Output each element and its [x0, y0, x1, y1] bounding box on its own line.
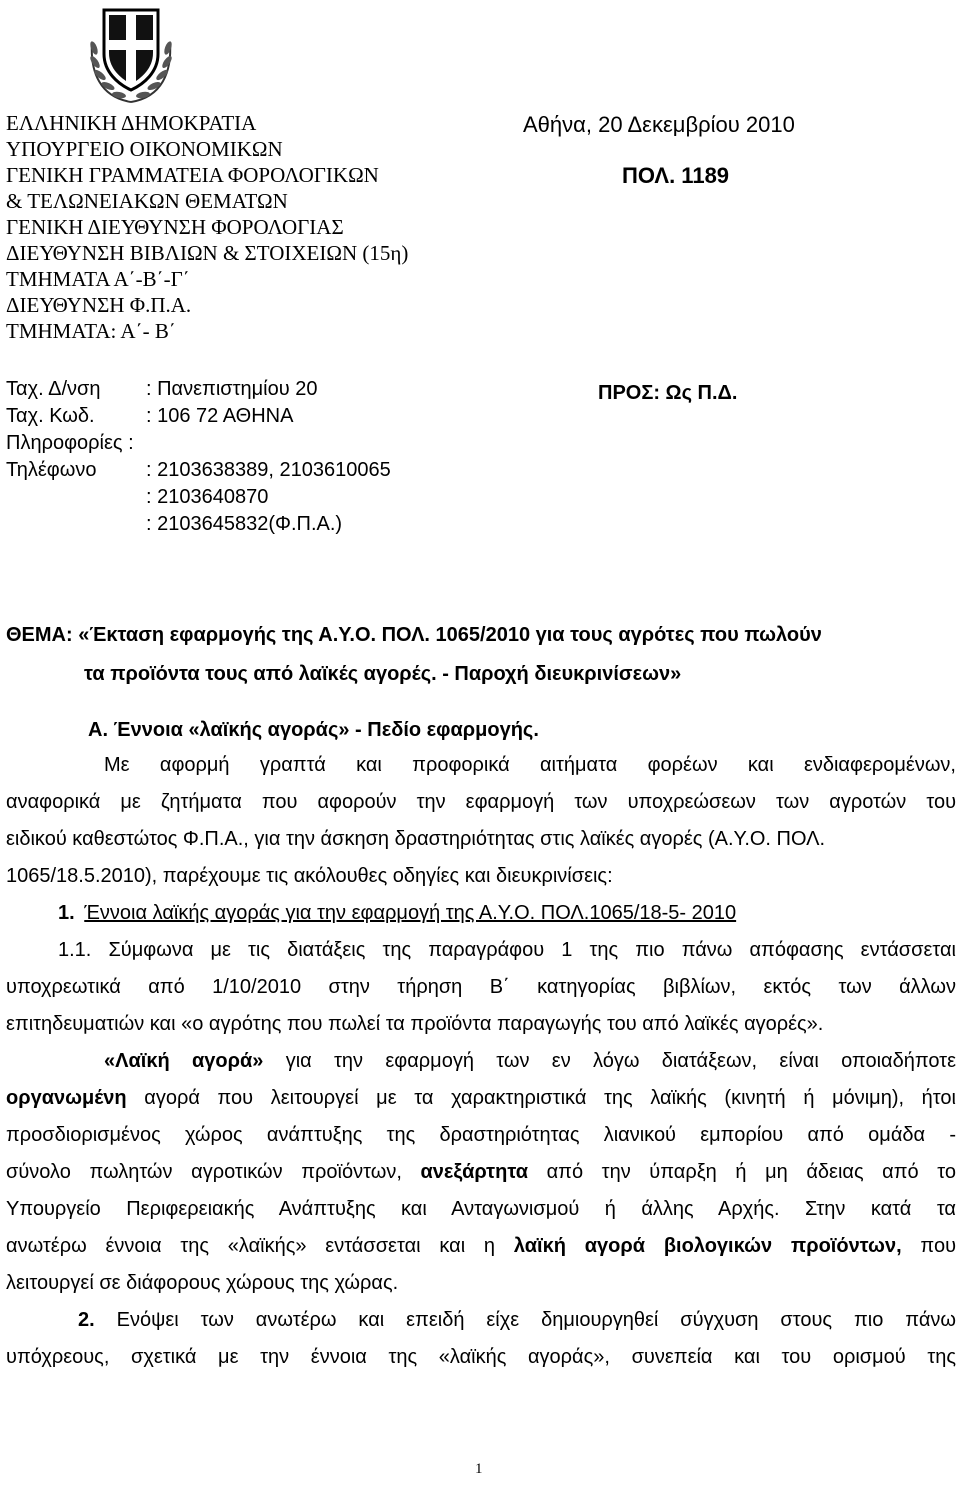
authority-line: ΥΠΟΥΡΓΕΙΟ ΟΙΚΟΝΟΜΙΚΩΝ	[6, 137, 283, 161]
numbered-heading	[6, 895, 956, 932]
body-line: επιτηδευματιών και «ο αγρότης που πωλεί τα προϊόντα παραγωγής του από λαϊκές αγορές».	[6, 1013, 824, 1035]
body-line: υποχρεωτικά από 1/10/2010 στην τήρηση Β΄ κατηγορίας βιβλίων, εκτός των άλλων	[6, 976, 956, 998]
body-text: για την εφαρμογή των εν λόγω διατάξεων, είναι οποιαδήποτε	[263, 1050, 956, 1072]
body-line	[6, 1043, 956, 1080]
body-line: Με αφορμή γραπτά και προφορικά αιτήματα φορέων και ενδιαφερομένων,	[104, 754, 956, 776]
page-number: 1	[475, 1461, 483, 1477]
greek-emblem-icon	[88, 2, 174, 106]
contact-label: Ταχ. Κωδ.	[6, 405, 95, 427]
authority-line: ΤΜΗΜΑΤΑ: Α΄- Β΄	[6, 319, 176, 343]
subject-line: τα προϊόντα τους από λαϊκές αγορές. - Παροχή διευκρινίσεων»	[84, 663, 682, 685]
circular-number: ΠΟΛ. 1189	[622, 163, 730, 188]
body-line: Υπουργείο Περιφερειακής Ανάπτυξης και Ανταγωνισμού ή άλλης Αρχής. Στην κατά τα	[6, 1198, 956, 1220]
body-line: λειτουργεί σε διάφορους χώρους της χώρας.	[6, 1272, 399, 1294]
issuing-authority	[6, 110, 526, 344]
body-text: από την ύπαρξη ή μη άδειας από το	[528, 1161, 957, 1183]
paragraph-number: 2.	[78, 1309, 95, 1331]
authority-line: ΓΕΝΙΚΗ ΔΙΕΥΘΥΝΣΗ ΦΟΡΟΛΟΓΙΑΣ	[6, 215, 344, 239]
body-text: Ενόψει των ανωτέρω και επειδή είχε δημιουργηθεί σύγχυση στους πιο πάνω	[94, 1309, 956, 1331]
body-line	[6, 1228, 956, 1265]
contact-value: : 2103638389, 2103610065	[146, 459, 391, 481]
contact-value: : 106 72 ΑΘΗΝΑ	[146, 405, 294, 427]
contact-label: Τηλέφωνο	[6, 459, 97, 481]
bold-term: οργανωμένη	[6, 1087, 127, 1109]
subject-line: ΘΕΜΑ: «Έκταση εφαρμογής της Α.Υ.Ο. ΠΟΛ. 1065/2010 για τους αγρότες που πωλούν	[6, 624, 822, 646]
body-line: 1.1. Σύμφωνα με τις διατάξεις της παραγράφου 1 της πιο πάνω απόφασης εντάσσεται	[58, 939, 956, 961]
section-heading: Α. Έννοια «λαϊκής αγοράς» - Πεδίο εφαρμογής.	[88, 719, 539, 741]
body-line: 1065/18.5.2010), παρέχουμε τις ακόλουθες οδηγίες και διευκρινίσεις:	[6, 865, 613, 887]
bold-term: ανεξάρτητα	[420, 1161, 528, 1183]
heading-text: Έννοια λαϊκής αγοράς για την εφαρμογή της Α.Υ.Ο. ΠΟΛ.1065/18-5- 2010	[84, 902, 737, 924]
body-text: που	[901, 1235, 957, 1257]
bold-term: «Λαϊκή αγορά»	[104, 1050, 264, 1072]
body-line	[6, 1080, 956, 1117]
authority-line: ΓΕΝΙΚΗ ΓΡΑΜΜΑΤΕΙΑ ΦΟΡΟΛΟΓΙΚΩΝ	[6, 163, 379, 187]
document-body	[6, 747, 956, 1376]
body-line: ειδικού καθεστώτος Φ.Π.Α., για την άσκηση δραστηριότητας στις λαϊκές αγορές (Α.Υ.Ο. ΠΟΛ.	[6, 828, 826, 850]
body-line: υπόχρεους, σχετικά με την έννοια της «λαϊκής αγοράς», συνεπεία και του ορισμού της	[6, 1346, 956, 1368]
heading-number: 1.	[58, 902, 75, 924]
body-text: σύνολο πωλητών αγροτικών προϊόντων,	[6, 1161, 421, 1183]
document-date: Αθήνα, 20 Δεκεμβρίου 2010	[523, 112, 795, 137]
contact-value: : 2103640870	[146, 486, 269, 508]
body-line: αναφορικά με ζητήματα που αφορούν την εφαρμογή των υποχρεώσεων των αγροτών του	[6, 791, 956, 813]
body-line: προσδιορισμένος χώρος ανάπτυξης της δραστηριότητας λιανικού εμπορίου από ομάδα -	[6, 1124, 956, 1146]
body-line	[6, 1302, 956, 1339]
contact-label: Πληροφορίες :	[6, 432, 134, 454]
bold-term: λαϊκή αγορά βιολογικών προϊόντων,	[513, 1235, 902, 1257]
authority-line: ΔΙΕΥΘΥΝΣΗ Φ.Π.Α.	[6, 293, 192, 317]
contact-label: Ταχ. Δ/νση	[6, 378, 101, 400]
body-text: ανωτέρω έννοια της «λαϊκής» εντάσσεται και η	[6, 1235, 514, 1257]
contact-value: : Πανεπιστημίου 20	[146, 378, 318, 400]
body-line	[6, 1154, 956, 1191]
authority-line: ΤΜΗΜΑΤΑ Α΄-Β΄-Γ΄	[6, 267, 190, 291]
authority-line: ΔΙΕΥΘΥΝΣΗ ΒΙΒΛΙΩΝ & ΣΤΟΙΧΕΙΩΝ (15η)	[6, 241, 409, 265]
authority-line: & ΤΕΛΩΝΕΙΑΚΩΝ ΘΕΜΑΤΩΝ	[6, 189, 288, 213]
body-text: αγορά που λειτουργεί με τα χαρακτηριστικά της λαϊκής (κινητή ή μόνιμη), ήτοι	[126, 1087, 956, 1109]
subject	[6, 616, 960, 694]
contact-value: : 2103645832(Φ.Π.Α.)	[146, 513, 343, 535]
recipient: ΠΡΟΣ: Ως Π.Δ.	[598, 382, 738, 404]
authority-line: ΕΛΛΗΝΙΚΗ ΔΗΜΟΚΡΑΤΙΑ	[6, 111, 257, 135]
